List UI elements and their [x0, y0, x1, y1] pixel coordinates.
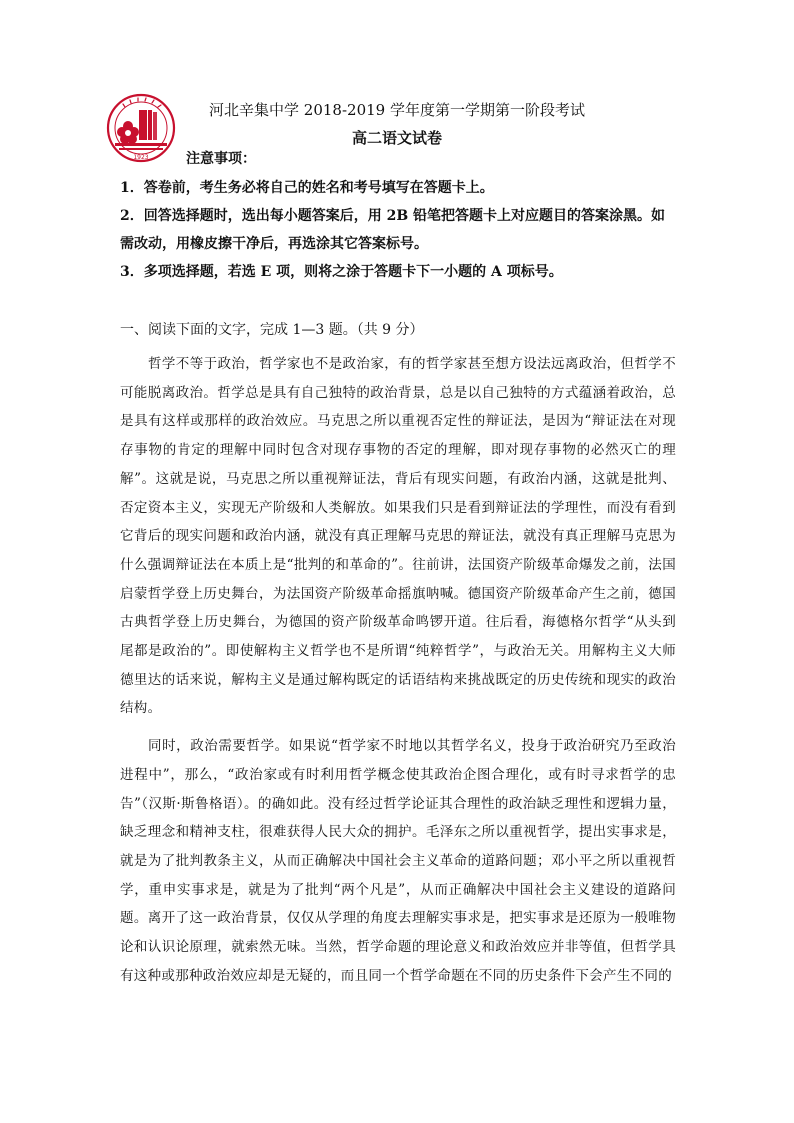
svg-text:1923: 1923 — [133, 154, 149, 161]
school-logo — [101, 92, 181, 166]
section-heading: 一、阅读下面的文字，完成 1—3 题。（共 9 分） — [120, 322, 424, 338]
passage-paragraph: 同时，政治需要哲学。如果说“哲学家不时地以其哲学名义，投身于政治研究乃至政治进程中”，那么，“政治家或有时利用哲学概念使其政治企图合理化，或有时寻求哲学的忠告”（汉斯·斯鲁格语）。的确如此。没有经过哲学论证其合理性的政治缺乏理性和逻辑力量，缺乏理念和精神支柱，很难获得人民大众的拥护。毛泽东之所以重视哲学，提出实事求是，就是为了批判教条主义，从而正确解决中国社会主义革命的道路问题；邓小平之所以重视哲学，重申实事求是，就是为了批判“两个凡是”，从而正确解决中国社会主义建设的道路问题。离开了这一政治背景，仅仅从学理的角度去理解实事求是，把实事求是还原为一般唯物论和认识论原理，就索然无味。当然，哲学命题的理论意义和政治效应并非等值，但哲学具有这种或那种政治效应却是无疑的，而且同一个哲学命题在不同的历史条件下会产生不同的 — [120, 738, 676, 984]
note-item: 3．多项选择题，若选 E 项，则将之涂于答题卡下一小题的 A 项标号。 — [120, 264, 563, 280]
notes-list — [120, 174, 676, 286]
note-item: 2．回答选择题时，选出每小题答案后，用 2B 铅笔把答题卡上对应题目的答案涂黑。如需改动，用橡皮擦干净后，再选涂其它答案标号。 — [120, 208, 666, 252]
logo-year-text — [133, 154, 148, 161]
exam-subtitle: 高二语文试卷 — [351, 129, 442, 147]
passage-paragraph: 哲学不等于政治，哲学家也不是政治家，有的哲学家甚至想方设法远离政治，但哲学不可能脱离政治。哲学总是具有自己独特的政治背景，总是以自己独特的方式蕴涵着政治，总是具有这样或那样的政治效应。马克思之所以重视否定性的辩证法，是因为“辩证法在对现存事物的肯定的理解中同时包含对现存事物的否定的理解，即对现存事物的必然灭亡的理解”。这就是说，马克思之所以重视辩证法，背后有现实问题，有政治内涵，这就是批判、否定资本主义，实现无产阶级和人类解放。如果我们只是看到辩证法的学理性，而没有看到它背后的现实问题和政治内涵，就没有真正理解马克思的辩证法，就没有真正理解马克思为什么强调辩证法在本质上是“批判的和革命的”。往前讲，法国资产阶级革命爆发之前，法国启蒙哲学登上历史舞台，为法国资产阶级革命摇旗呐喊。德国资产阶级革命产生之前，德国古典哲学登上历史舞台，为德国的资产阶级革命鸣锣开道。往后看，海德格尔哲学“从头到尾都是政治的”。即使解构主义哲学也不是所谓“纯粹哲学”，与政治无关。用解构主义大师德里达的话来说，解构主义是通过解构既定的话语结构来挑战既定的历史传统和现实的政治结构。 — [120, 356, 676, 717]
note-item: 1．答卷前，考生务必将自己的姓名和考号填写在答题卡上。 — [120, 180, 494, 196]
reading-passage — [120, 350, 676, 990]
notes-heading: 注意事项： — [186, 151, 256, 167]
exam-title: 河北辛集中学 2018-2019 学年度第一学期第一阶段考试 — [209, 101, 585, 119]
